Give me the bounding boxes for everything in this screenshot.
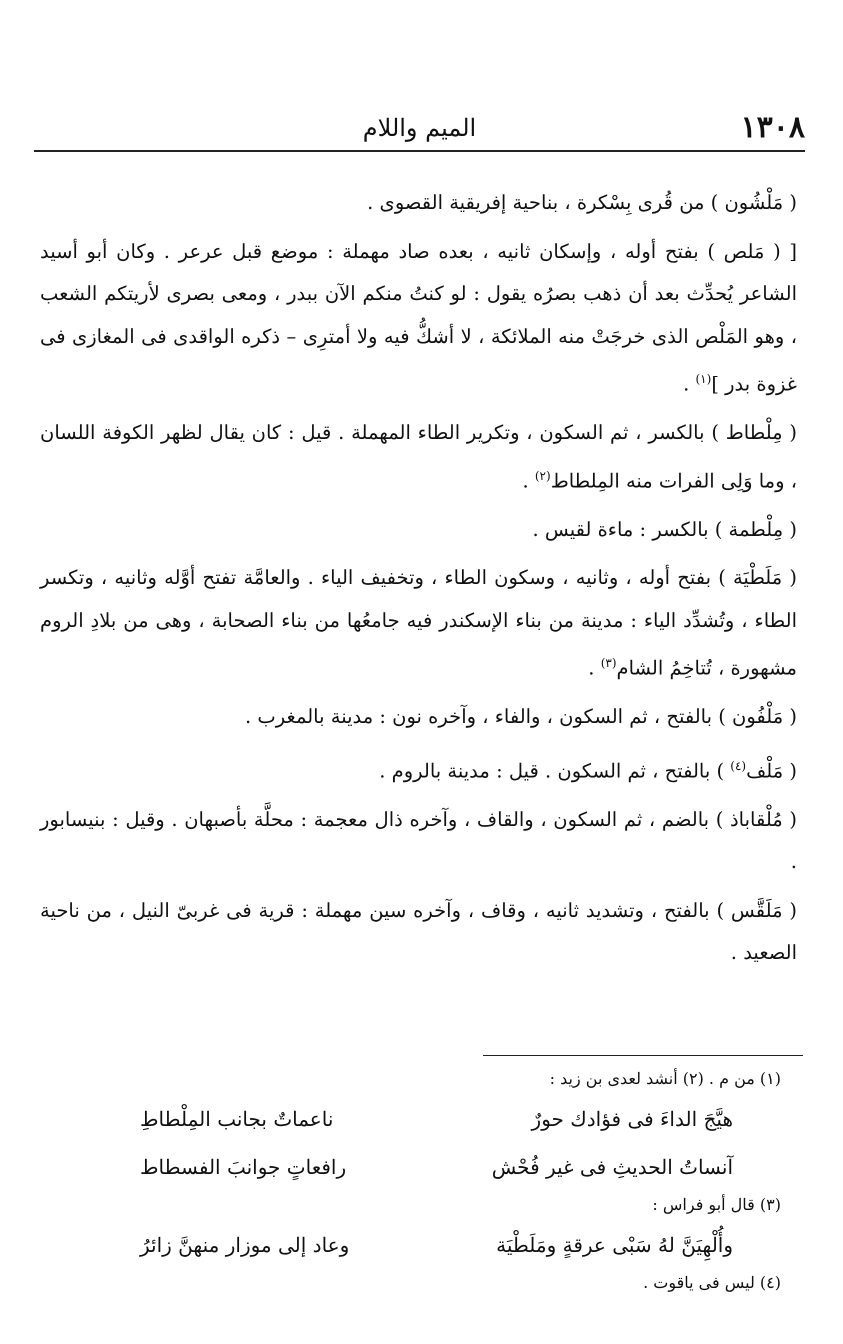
entry-end: . bbox=[588, 656, 601, 680]
main-text bbox=[40, 182, 797, 981]
footnotes bbox=[100, 1064, 781, 1298]
entry-miltama bbox=[40, 509, 797, 552]
entry-text: ( مَلَطْيَة ) بفتح أوله ، وثانيه ، وسكون الطاء ، وتخفيف الياء . والعامَّة تفتح أوَّله وثانيه ، وتكسر الطاء ، وتُشدِّد الياء : مدينة من بناء الإسكندر فيه جامعُها من بناء الصحابة ، وهى من بلادِ الروم مشهورة ، تُتاخِمُ الشام bbox=[40, 566, 797, 680]
footnote-marker: (١) bbox=[695, 372, 712, 386]
page-number: ١٣٠٨ bbox=[740, 110, 805, 145]
verse-hemistich: رافعاتٍ جوانبَ الفسطاط bbox=[140, 1155, 347, 1179]
entry-text: ( مُلْقاباذ ) بالضم ، ثم السكون ، والقاف ، وآخره ذال معجمة : محلَّة بأصبهان . وقيل : بنيسابور . bbox=[40, 807, 797, 873]
entry-malas bbox=[40, 231, 797, 407]
verse-line bbox=[100, 1094, 781, 1142]
entry-text: ( مَلْشُون ) من قُرى بِسْكرة ، بناحية إفريقية القصوى . bbox=[367, 191, 797, 214]
footnote-marker: (٢) bbox=[534, 468, 551, 483]
entry-malatya bbox=[40, 557, 797, 690]
verse-line bbox=[100, 1220, 781, 1268]
verse-hemistich: آنساتُ الحديثِ فى غير فُحْش bbox=[491, 1155, 733, 1179]
entry-text: ( مِلْطمة ) بالكسر : ماءة لقيس . bbox=[532, 517, 797, 541]
entry-malshun bbox=[40, 182, 797, 225]
page-header bbox=[34, 108, 805, 148]
verse-hemistich: هيَّجَ الداءَ فى فؤادك حورٌ bbox=[531, 1107, 733, 1131]
footnote-1-2: (١) من م . (٢) أنشد لعدى بن زيد : bbox=[549, 1069, 781, 1088]
entry-text: ( مَلْفُون ) بالفتح ، ثم السكون ، والفاء ، وآخره نون : مدينة بالمغرب . bbox=[245, 705, 797, 728]
entry-text: ( مَلْف bbox=[746, 759, 797, 782]
footnote-4: (٤) ليس فى ياقوت . bbox=[643, 1273, 781, 1292]
entry-end: ) بالفتح ، ثم السكون . قيل : مدينة بالروم . bbox=[379, 759, 731, 782]
footnote-marker: (٤) bbox=[730, 758, 747, 773]
entry-text: [ ( مَلص ) بفتح أوله ، وإسكان ثانيه ، بعده صاد مهملة : موضع قبل عرعر . وكان أبو أسيد الشاعر يُحدِّث بعد أن ذهب بصرُه يقول : لو كنتُ منكم الآن ببدر ، ومعى بصرى لأريتكم الشعب ، وهو المَلْص الذى خرجَتْ منه الملائكة ، لا أشكُّ فيه ولا أمترِى – ذكره الواقدى فى المغازى فى غزوة بدر ] bbox=[40, 239, 797, 396]
entry-text: ( مَلَقَّس ) بالفتح ، وتشديد ثانيه ، وقاف ، وآخره سين مهملة : قرية فى غربىّ النيل ، من ناحية الصعيد . bbox=[40, 898, 797, 964]
verse-hemistich: وأُلْهِيَنَّ لهُ سَبْى عرقةٍ ومَلَطْيَة bbox=[496, 1233, 733, 1257]
entry-end: . bbox=[683, 372, 696, 396]
entry-text: ( مِلْطاط ) بالكسر ، ثم السكون ، وتكرير الطاء المهملة . قيل : كان يقال لظهر الكوفة اللسان ، وما وَلِى الفرات منه المِلطاط bbox=[40, 421, 797, 492]
entry-miltat bbox=[40, 412, 797, 503]
running-title: الميم واللام bbox=[362, 114, 477, 142]
entry-mulqabadh bbox=[40, 799, 797, 884]
entry-malaqqas bbox=[40, 890, 797, 975]
entry-malf bbox=[40, 745, 797, 793]
header-rule bbox=[34, 150, 805, 152]
entry-malfun bbox=[40, 696, 797, 739]
footnote-rule bbox=[483, 1055, 803, 1056]
footnote-marker: (٣) bbox=[600, 656, 617, 670]
entry-end: . bbox=[522, 469, 535, 492]
verse-line bbox=[100, 1142, 781, 1190]
verse-hemistich: ناعماتٌ بجانب المِلْطاطِ bbox=[140, 1107, 334, 1131]
footnote-3: (٣) قال أبو فراس : bbox=[652, 1195, 781, 1214]
verse-hemistich: وعاد إلى موزار منهنَّ زائرُ bbox=[140, 1233, 350, 1257]
